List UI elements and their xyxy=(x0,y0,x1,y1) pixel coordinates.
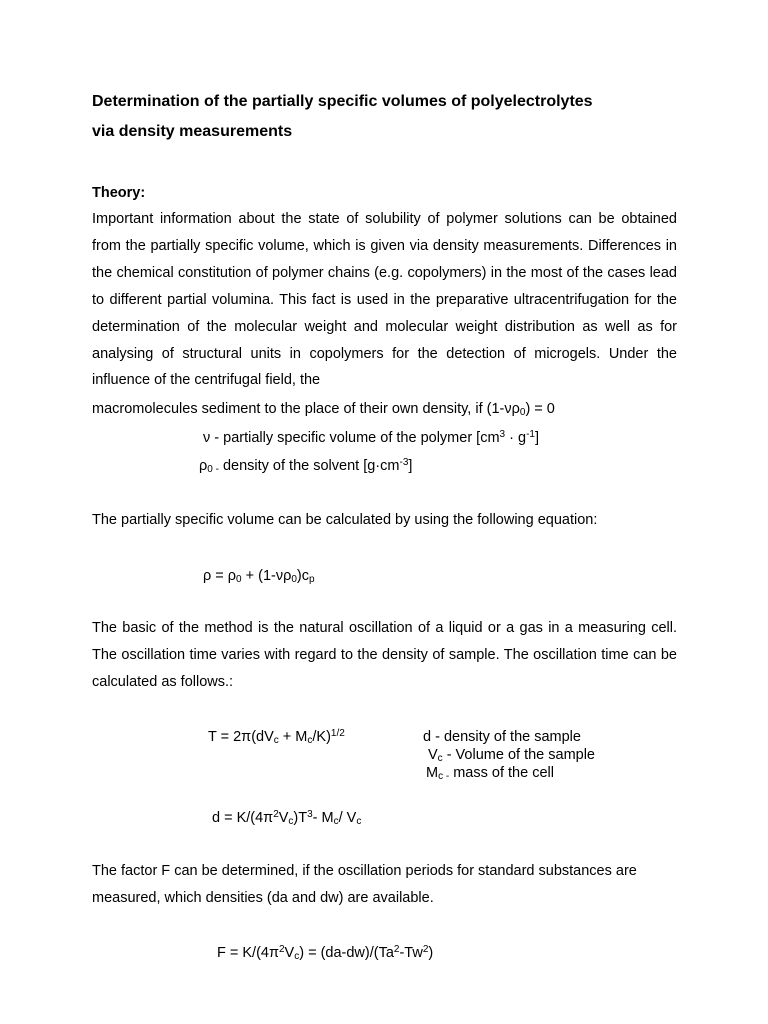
title-line-1: Determination of the partially specific volumes of polyelectrolytes xyxy=(92,93,593,110)
eq2-part-b: + M xyxy=(278,729,308,745)
nu-sup-1: 3 xyxy=(499,429,506,440)
document-title xyxy=(92,92,593,142)
equation-factor-f xyxy=(217,944,433,962)
theory-paragraph-text: Important information about the state of solubility of polymer solutions can be obtained from the partially specific volume, which is given via density measurements. Differences in the chemical constitution of polymer chains (e.g. copolymers) in the most of the cases lead to different partial volumina. This fact is used in the preparative ultracentrifugation for the determination of the molecular weight and molecular weight distribution as well as for analysing of structural units in copolymers for the detection of microgels. Under the influence of the centrifugal field, the xyxy=(92,211,677,389)
eq3-part-e: / V xyxy=(338,810,357,826)
eq4-sup-d: 2 xyxy=(422,944,429,955)
eq4-sub-b: c xyxy=(294,951,300,962)
equation-oscillation-time xyxy=(208,728,345,746)
rho-sup: -3 xyxy=(399,457,409,468)
definition-rho0 xyxy=(199,457,412,475)
eq3-sup-a: 2 xyxy=(273,809,279,820)
eq2-sub-a: c xyxy=(273,735,279,746)
eq4-sup-a: 2 xyxy=(278,944,285,955)
rho-dot: · xyxy=(375,458,381,474)
equation-density-d xyxy=(212,809,361,827)
nu-close: ] xyxy=(534,430,540,446)
legend-vc xyxy=(423,746,595,764)
sediment-sub: 0 xyxy=(519,407,526,418)
eq3-part-c: )T xyxy=(293,810,308,826)
legend-mc-text: mass of the cell xyxy=(449,765,554,781)
rho-symbol: ρ xyxy=(199,458,208,474)
factor-paragraph-text: The factor F can be determined, if the oscillation periods for standard substances are measured, which densities (da and dw) are available. xyxy=(92,863,637,906)
nu-def-text: - partially specific volume of the polymer [cm xyxy=(210,430,500,446)
eq4-part-e: ) xyxy=(428,945,434,961)
nu-dot: · xyxy=(505,430,518,446)
eq2-sup-c: 1/2 xyxy=(330,728,345,739)
eq1-sub-a: 0 xyxy=(236,574,242,585)
eq3-sub-d: c xyxy=(333,816,339,827)
eq1-part-b: + (1-νρ xyxy=(241,568,292,584)
sediment-tail: ) = 0 xyxy=(525,401,555,417)
eq3-sup-c: 3 xyxy=(307,809,313,820)
eq3-part-a: d = K/(4π xyxy=(212,810,274,826)
legend-mc xyxy=(423,764,595,782)
eq2-part-a: T = 2π(dV xyxy=(208,729,274,745)
eq4-part-c: ) = (da-dw)/(Ta xyxy=(299,945,394,961)
legend-mc-symbol: M xyxy=(426,765,439,781)
theory-heading: Theory: xyxy=(92,185,146,201)
nu-sup-2: -1 xyxy=(526,429,535,440)
nu-symbol: ν xyxy=(203,430,211,446)
eq1-sub-c: p xyxy=(309,574,315,585)
legend-mc-sub: c - xyxy=(438,771,450,782)
definition-nu xyxy=(203,429,539,447)
nu-unit-2: g xyxy=(518,430,527,446)
eq2-part-c: /K) xyxy=(312,729,331,745)
eq1-sub-b: 0 xyxy=(291,574,297,585)
eq4-sup-c: 2 xyxy=(393,944,400,955)
sediment-condition-line xyxy=(92,400,555,418)
eq4-part-b: V xyxy=(284,945,295,961)
eq3-part-d: - M xyxy=(312,810,334,826)
eq4-part-d: -Tw xyxy=(399,945,423,961)
legend-vc-symbol: V xyxy=(428,747,438,763)
equation-density xyxy=(203,567,315,585)
method-paragraph-text: The basic of the method is the natural oscillation of a liquid or a gas in a measuring cell. The oscillation time varies with regard to the density of sample. The oscillation time can be calculated as follows.: xyxy=(92,620,677,690)
eq3-sub-b: c xyxy=(288,816,294,827)
calc-intro: The partially specific volume can be calculated by using the following equation: xyxy=(92,512,598,528)
rho-close: ] xyxy=(408,458,413,474)
eq3-sub-e: c xyxy=(356,816,362,827)
theory-paragraph xyxy=(92,206,677,394)
eq4-part-a: F = K/(4π xyxy=(217,945,279,961)
eq2-sub-b: c xyxy=(307,735,313,746)
legend-vc-text: - Volume of the sample xyxy=(442,747,595,763)
rho-sub: 0 - xyxy=(207,464,219,475)
variable-legend xyxy=(423,728,595,782)
legend-vc-sub: c xyxy=(437,753,443,764)
eq1-part-a: ρ = ρ xyxy=(203,568,237,584)
eq3-part-b: V xyxy=(278,810,289,826)
rho-def-text: density of the solvent [g xyxy=(218,458,376,474)
factor-paragraph xyxy=(92,858,677,912)
legend-d: d - density of the sample xyxy=(423,729,581,745)
eq1-part-c: )c xyxy=(296,568,309,584)
title-line-2: via density measurements xyxy=(92,123,293,140)
sediment-text: macromolecules sediment to the place of their own density, if (1-νρ xyxy=(92,401,520,417)
method-paragraph xyxy=(92,615,677,696)
rho-unit-2: cm xyxy=(380,458,400,474)
